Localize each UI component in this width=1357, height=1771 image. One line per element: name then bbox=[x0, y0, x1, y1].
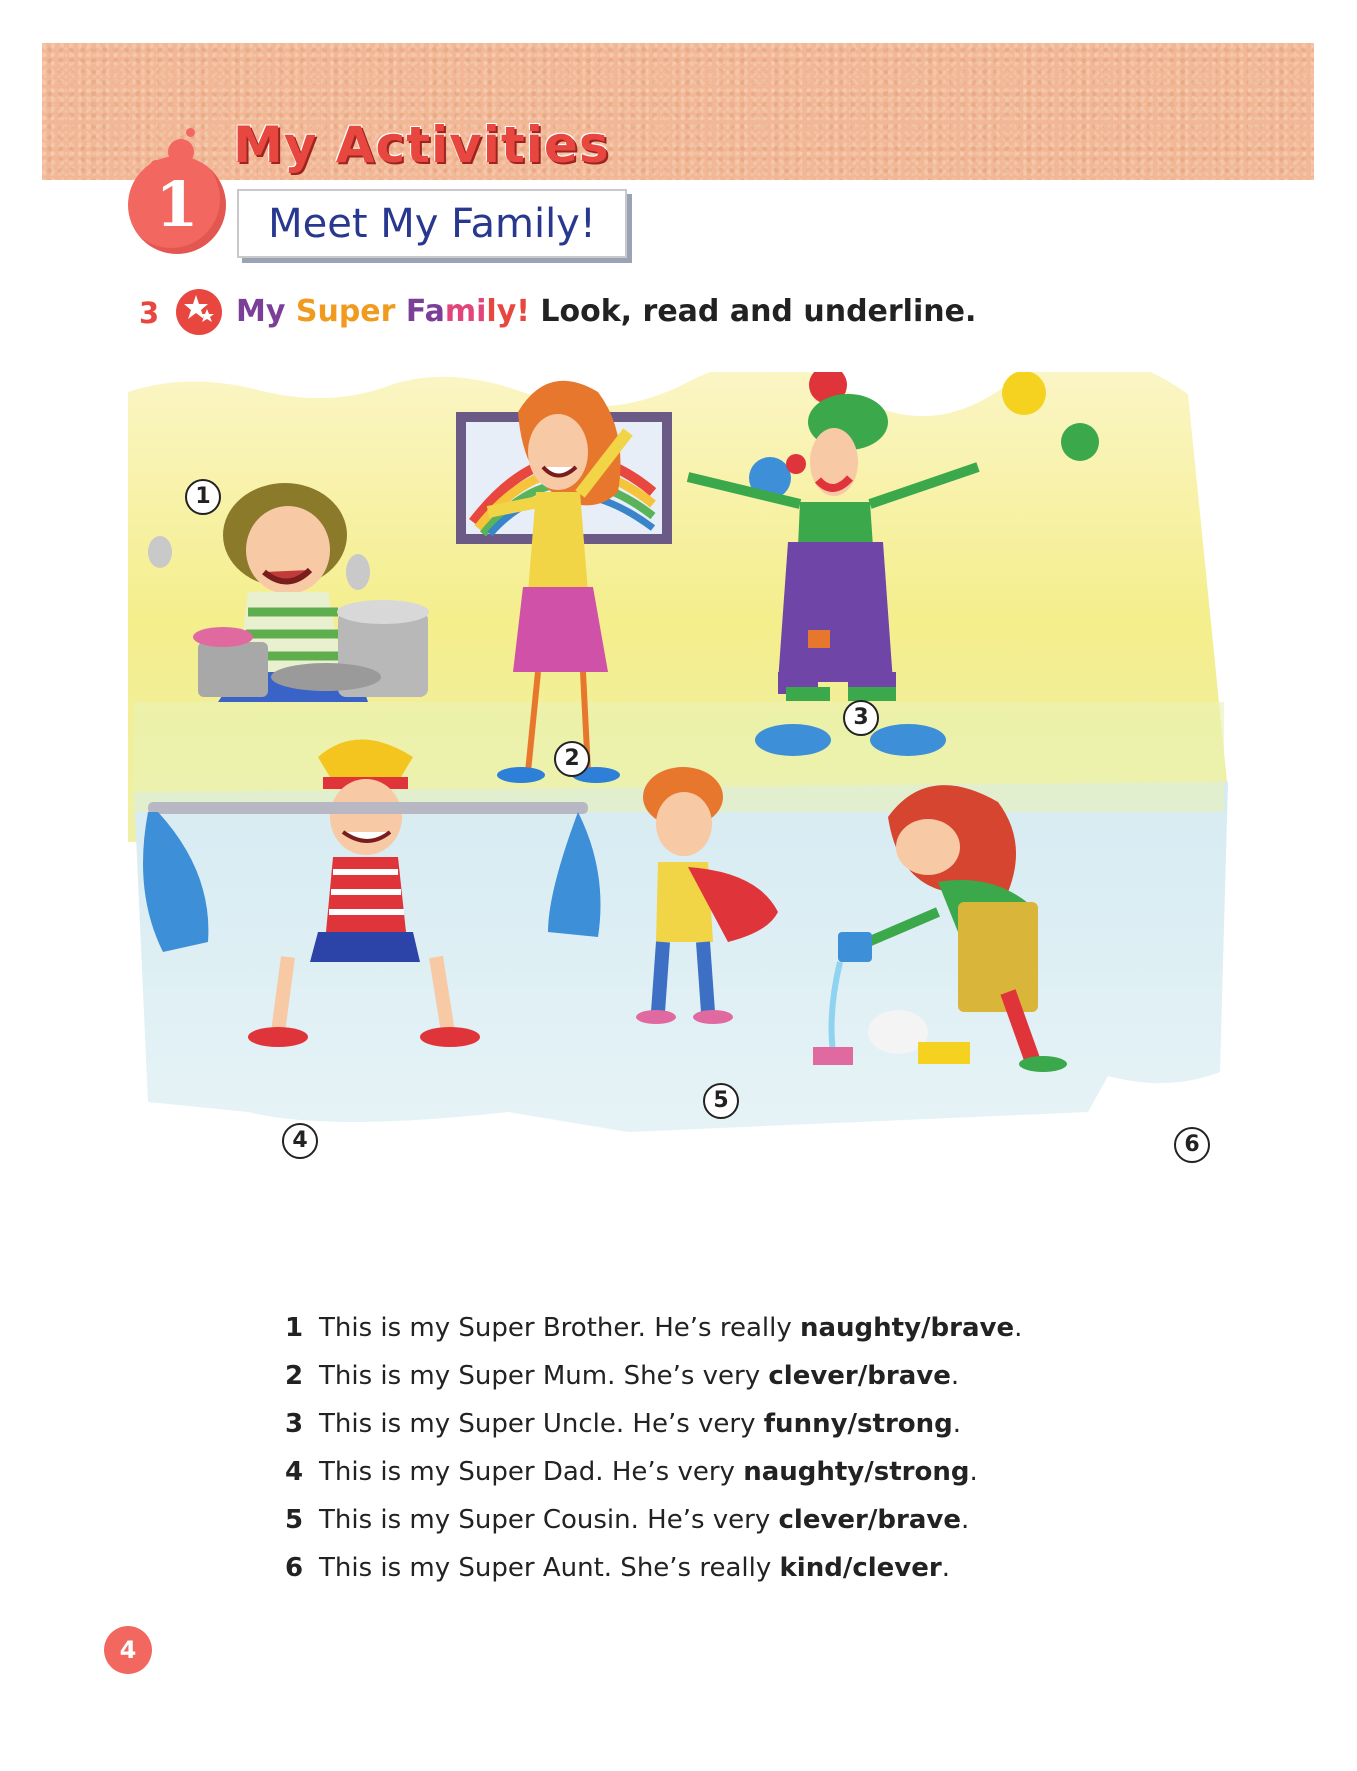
sentence-end: . bbox=[950, 1361, 960, 1391]
activity-rubric bbox=[236, 294, 976, 329]
option-word[interactable]: naughty bbox=[799, 1313, 922, 1343]
family-illustration bbox=[128, 372, 1238, 1222]
label-1: 1 bbox=[185, 479, 221, 515]
unit-title-box bbox=[237, 189, 627, 258]
label-5: 5 bbox=[703, 1083, 739, 1119]
option-word[interactable]: brave bbox=[867, 1361, 951, 1391]
option-separator: / bbox=[864, 1457, 874, 1487]
option-word[interactable]: naughty bbox=[743, 1457, 865, 1487]
option-word[interactable]: clever bbox=[852, 1553, 942, 1583]
option-separator: / bbox=[867, 1505, 878, 1535]
option-word[interactable]: clever bbox=[768, 1361, 858, 1391]
sentence-end: . bbox=[941, 1553, 950, 1583]
illustration-scene bbox=[128, 372, 1238, 1222]
sentence-text: This is my Super Mum. She’s very bbox=[319, 1361, 769, 1391]
sentence-item bbox=[285, 1400, 1085, 1448]
juggling-ball bbox=[1061, 423, 1099, 461]
juggling-ball bbox=[1002, 372, 1046, 415]
sentence-number: 4 bbox=[285, 1457, 304, 1487]
sentence-item bbox=[285, 1496, 1085, 1544]
option-word[interactable]: strong bbox=[873, 1457, 970, 1487]
option-separator: / bbox=[842, 1553, 853, 1583]
option-word[interactable]: clever bbox=[778, 1505, 868, 1535]
sentence-number: 5 bbox=[285, 1505, 304, 1535]
sentence-item bbox=[285, 1352, 1085, 1400]
label-4: 4 bbox=[282, 1123, 318, 1159]
option-word[interactable]: brave bbox=[930, 1313, 1015, 1343]
sentence-text: This is my Super Aunt. She’s really bbox=[319, 1553, 780, 1583]
option-word[interactable]: brave bbox=[877, 1505, 961, 1535]
sentence-end: . bbox=[969, 1457, 978, 1487]
rubric-part: Super bbox=[295, 294, 406, 329]
rubric-part: My bbox=[236, 294, 296, 329]
star-icon bbox=[176, 289, 222, 335]
section-title: My Activities bbox=[233, 116, 610, 174]
rubric-part: ly! bbox=[486, 294, 530, 329]
sentence-number: 6 bbox=[285, 1553, 304, 1583]
sentence-text: This is my Super Cousin. He’s very bbox=[319, 1505, 779, 1535]
page-number: 4 bbox=[119, 1636, 137, 1664]
sentence-text: This is my Super Uncle. He’s very bbox=[319, 1409, 764, 1439]
option-separator: / bbox=[857, 1361, 868, 1391]
sentence-end: . bbox=[1014, 1313, 1023, 1343]
activity-number: 3 bbox=[139, 296, 160, 330]
sentence-end: . bbox=[960, 1505, 970, 1535]
label-2: 2 bbox=[554, 741, 590, 777]
sentence-number: 2 bbox=[285, 1361, 304, 1391]
sentence-text: This is my Super Brother. He’s really bbox=[319, 1313, 800, 1343]
sentence-list bbox=[285, 1304, 1085, 1592]
sentence-item bbox=[285, 1544, 1085, 1592]
option-word[interactable]: kind bbox=[779, 1553, 843, 1583]
label-3: 3 bbox=[843, 700, 879, 736]
option-word[interactable]: strong bbox=[857, 1409, 953, 1439]
page-number-badge bbox=[104, 1626, 152, 1674]
label-6: 6 bbox=[1174, 1127, 1210, 1163]
sentence-number: 3 bbox=[285, 1409, 304, 1439]
decor-bubble bbox=[186, 128, 195, 137]
sentence-item bbox=[285, 1304, 1085, 1352]
unit-number: 1 bbox=[155, 168, 199, 241]
sentence-end: . bbox=[952, 1409, 962, 1439]
rubric-part: Fa bbox=[405, 294, 445, 329]
sentence-item bbox=[285, 1448, 1085, 1496]
option-separator: / bbox=[921, 1313, 931, 1343]
rubric-part: mi bbox=[444, 294, 487, 329]
unit-number-badge bbox=[128, 156, 226, 254]
sentence-number: 1 bbox=[285, 1313, 304, 1343]
unit-title: Meet My Family! bbox=[268, 201, 596, 247]
sentence-text: This is my Super Dad. He’s very bbox=[319, 1457, 744, 1487]
option-word[interactable]: funny bbox=[763, 1409, 848, 1439]
activity-instruction: Look, read and underline. bbox=[529, 294, 977, 329]
option-separator: / bbox=[847, 1409, 858, 1439]
